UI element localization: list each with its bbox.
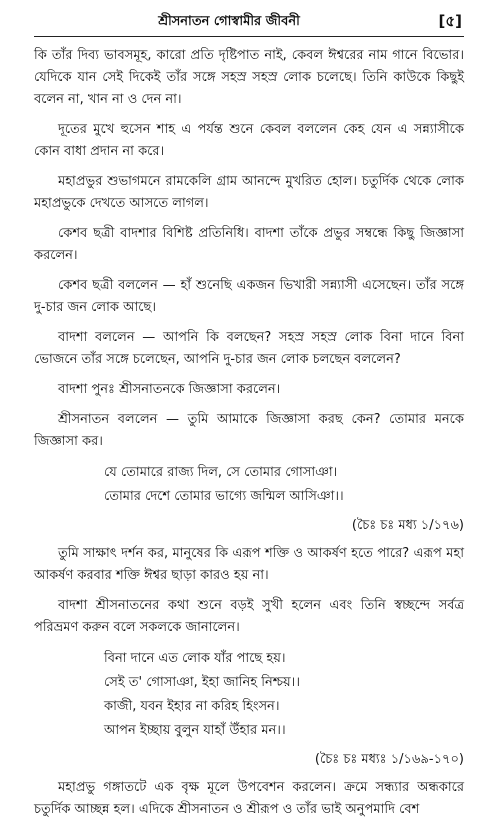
verse-line: বিনা দানে এত লোক যাঁর পাছে হয়।: [104, 651, 286, 666]
page-header: [34, 8, 464, 37]
verse-citation: (চৈঃ চঃ মধ্য ১/১৭৬): [351, 518, 464, 533]
verse-line: তোমার দেশে তোমার ভাগ্যে জন্মিল আসিঞা।।: [104, 489, 344, 504]
paragraph: মহাপ্রভু গঙ্গাতটে এক বৃক্ষ মূলে উপবেশন করলেন। ক্রমে সন্ধ্যার অন্ধকারে চতুর্দিক আচ্ছন্ন হল। এদিকে শ্রীসনাতন ও শ্রীরূপ ও তাঁর ভাই অনুপমাদি বেশ: [34, 780, 464, 817]
paragraph: তুমি সাক্ষাৎ দর্শন কর, মানুষের কি এরূপ শক্তি ও আকর্ষণ হতে পারে? এরূপ মহা আকর্ষণ করবার শক্তি ঈশ্বর ছাড়া কারও হয় না।: [34, 546, 464, 583]
book-page: [34, 8, 464, 829]
paragraph: বাদশা বললেন — আপনি কি বলছেন? সহস্র সহস্র লোক বিনা দানে বিনা ভোজনে তাঁর সঙ্গে চলেছেন, আপনি দু-চার জন লোক চলছেন বললেন?: [34, 330, 464, 367]
paragraph: কেশব ছত্রী বললেন — হাঁ শুনেছি একজন ভিখারী সন্ন্যাসী এসেছেন। তাঁর সঙ্গে দু-চার জন লোক আছে।: [34, 278, 464, 315]
paragraph: বাদশা শ্রীসনাতনের কথা শুনে বড়ই সুখী হলেন এবং তিনি স্বচ্ছন্দে সর্বত্র পরিভ্রমণ করুন বলে সকলকে জানালেন।: [34, 598, 464, 635]
verse-line: যে তোমারে রাজ্য দিল, সে তোমার গোসাঞা।: [104, 465, 338, 480]
verse-line: সেই ত' গোসাঞা, ইহা জানিহ নিশ্চয়।।: [104, 675, 300, 690]
verse-line: কাজী, যবন ইহার না করিহ হিংসন।: [104, 699, 280, 714]
verse-block: [104, 461, 464, 509]
paragraph: দূতের মুখে হুসেন শাহ এ পর্যন্ত শুনে কেবল বললেন কেহ যেন এ সন্ন্যাসীকে কোন বাধা প্রদান না করে।: [34, 122, 464, 159]
verse-block: [104, 647, 464, 743]
verse-citation: (চৈঃ চঃ মধ্যঃ ১/১৬৯-১৭০): [314, 752, 464, 767]
paragraph: কেশব ছত্রী বাদশার বিশিষ্ট প্রতিনিধি। বাদশা তাঁকে প্রভুর সম্বন্ধে কিছু জিজ্ঞাসা করলেন।: [34, 226, 464, 263]
page-number: [৫]: [438, 12, 462, 30]
paragraph: শ্রীসনাতন বললেন — তুমি আমাকে জিজ্ঞাসা করছ কেন? তোমার মনকে জিজ্ঞাসা কর।: [34, 412, 464, 449]
body-text: [34, 45, 464, 821]
paragraph: বাদশা পুনঃ শ্রীসনাতনকে জিজ্ঞাসা করলেন।: [58, 382, 281, 397]
paragraph: কি তাঁর দিব্য ভাবসমূহ, কারো প্রতি দৃষ্টিপাত নাই, কেবল ঈশ্বরের নাম গানে বিভোর। যেদিকে যান সেই দিকেই তাঁর সঙ্গে সহস্র সহস্র লোক চলেছে। তিনি কাউকে কিছুই বলেন না, খান না ও দেন না।: [34, 48, 464, 107]
paragraph: মহাপ্রভুর শুভাগমনে রামকেলি গ্রাম আনন্দে মুখরিত হোল। চতুর্দিক থেকে লোক মহাপ্রভুকে দেখতে আসতে লাগল।: [34, 174, 464, 211]
verse-line: আপন ইচ্ছায় বুলুন যাহাঁ উঁহার মন।।: [104, 723, 286, 738]
running-title: শ্রীসনাতন গোস্বামীর জীবনী: [158, 14, 300, 29]
